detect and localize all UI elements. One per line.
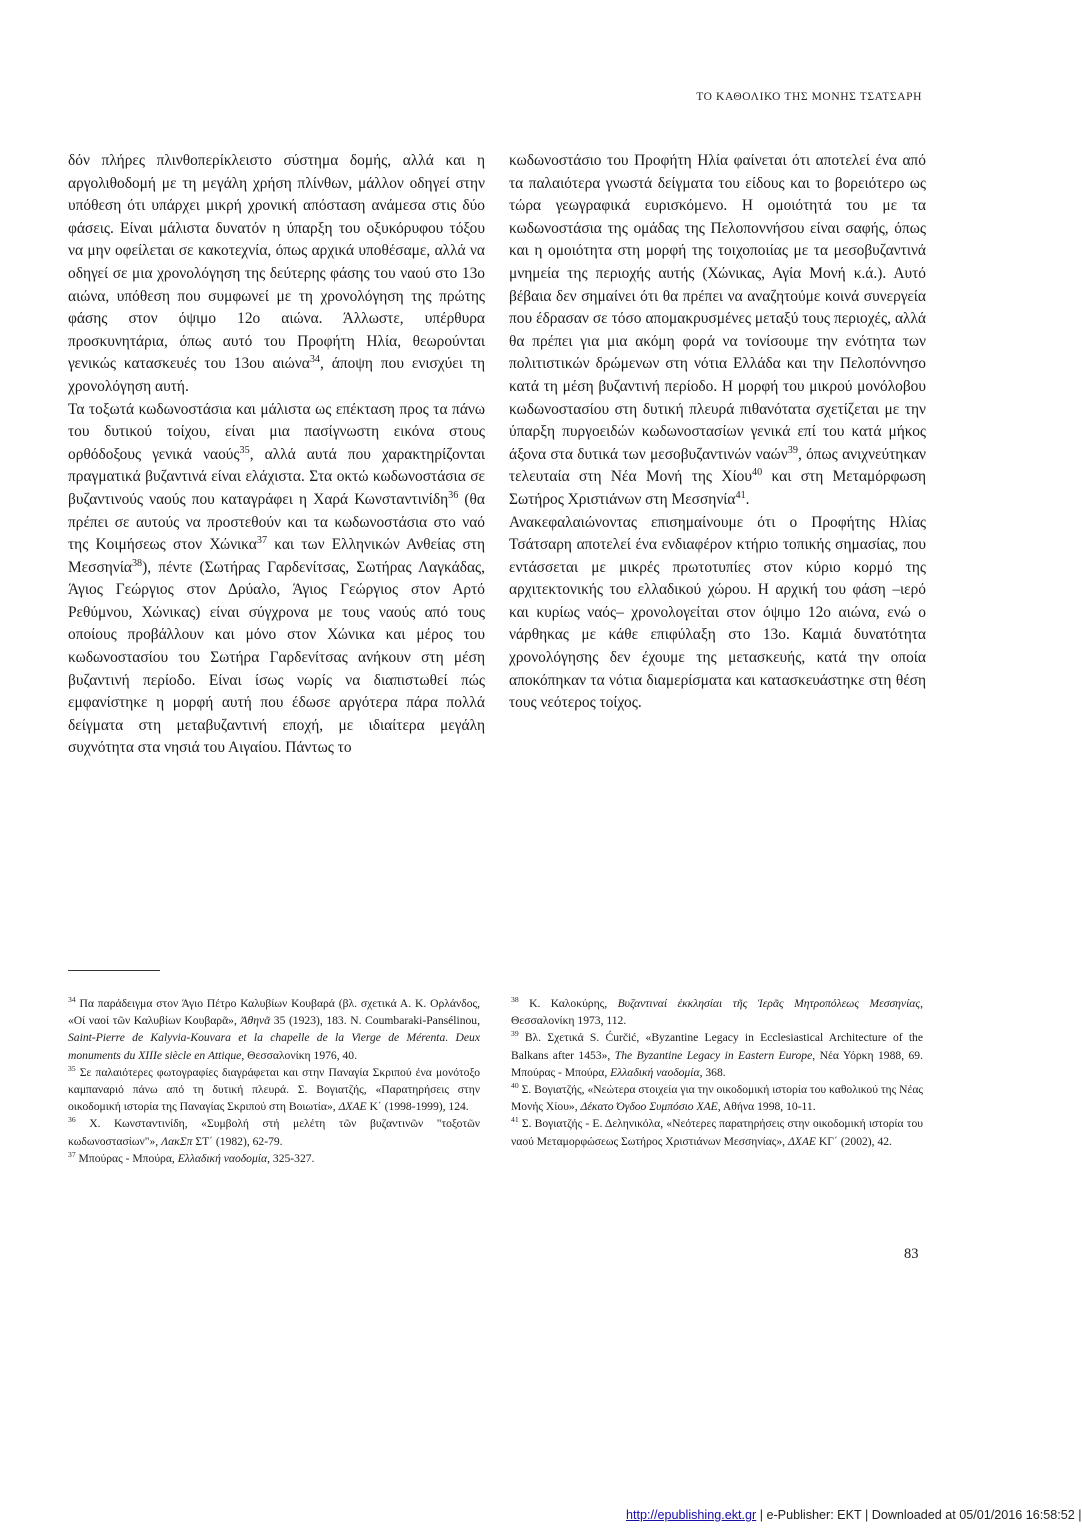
footnote-36: $^{36}$ Χ. Κωνσταντινίδη, «Συμβολή στή μελέτη τῶν βυζαντινῶν "τοξοτῶν κωδωνοστασίων"», ΛακΣπ ΣΤ΄ (1982), 62-79. xyxy=(68,1115,480,1148)
footnote-40: $^{40}$ Σ. Βογιατζής, «Νεώτερα στοιχεία για την οικοδομική ιστορία του καθολικού της Νέας Μονής Χίου», Δέκατο Όγδοο Συμπόσιο ΧΑΕ, Αθήνα 1998, 10-11. xyxy=(511,1081,923,1114)
footnote-ref[interactable]: 34 xyxy=(309,354,320,366)
footnote-38: $^{38}$ Κ. Καλοκύρης, Βυζαντιναί ἐκκλησίαι τῆς Ἱερᾶς Μητροπόλεως Μεσσηνίας, Θεσσαλονίκη 1973, 112. xyxy=(511,995,923,1028)
running-head: ΤΟ ΚΑΘΟΛΙΚΟ ΤΗΣ ΜΟΝΗΣ ΤΣΑΤΣΑΡΗ xyxy=(696,91,922,103)
footnote-ref[interactable]: 40 xyxy=(751,467,763,479)
footnote-34: $^{34}$ Πα παράδειγμα στον Άγιο Πέτρο Καλυβίων Κουβαρά (βλ. σχετικά Α. Κ. Ορλάνδος, «Οί ναοί τῶν Καλυβίων Κουβαρᾶ», Ἀθηνᾶ 35 (1923), 183. N. Coumbaraki-Pansélinou, Saint-Pierre de Kalyvia-Kouvara et la chapelle de la Vierge de Mérenta. Deux monuments du XIIIe siècle en Attique, Θεσσαλονίκη 1976, 40. xyxy=(68,995,480,1062)
page-number: 83 xyxy=(904,1246,919,1262)
footnote-35: $^{35}$ Σε παλαιότερες φωτογραφίες διαγράφεται και στην Παναγία Σκριπού ένα μονότοξο καμπαναριό πάνω από τη δυτική πλευρά. Σ. Βογιατζής, «Παρατηρήσεις στην οικοδομική ιστορία της Παναγίας Σκριπού στη Βοιωτία», ΔΧΑΕ Κ΄ (1998-1999), 124. xyxy=(68,1063,480,1114)
footnotes-right xyxy=(511,995,923,1150)
body-column-left xyxy=(68,150,485,760)
paragraph: κωδωνοστάσιο του Προφήτη Ηλία φαίνεται ότι αποτελεί ένα από τα παλαιότερα γνωστά δείγματα του είδους και το βορειότερο ως τώρα γεωγραφικά ευρισκόμενο. Η ομοιότητά του με τα κωδωνοστάσια της ομάδας της Πελοποννήσου είναι σαφής, όπως και η ομοιότητα στη μορφή της τοιχοποιίας με τα μεσοβυζαντινά μνημεία της περιοχής αυτής (Χώνικας, Αγία Μονή κ.ά.). Αυτό βέβαια δεν σημαίνει ότι θα πρέπει να αναζητούμε κοινά συνεργεία που έδρασαν σε τόσο απομακρυσμένες μεταξύ τους περιοχές, αλλά θα πρέπει για μια ακόμη φορά να τονίσουμε την ενότητα των πολιτιστικών δρώμενων στη νότια Ελλάδα και την Πελοπόννησο κατά τη μέση βυζαντινή περίοδο. Η μορφή του μικρού μονόλοβου κωδωνοστασίου στη δυτική πλευρά πιθανότατα σχετίζεται με την ύπαρξη πυργοειδών κωδωνοστασίων γενικά επί του κατά μήκος άξονα στα δυτικά των μεσοβυζαντινών ναών$^{39}$, όπως ανιχνεύτηκαν τελευταία στη Νέα Μονή της Χίου$^{40}$ και στη Μεταμόρφωση Σωτήρος Χριστιάνων στη Μεσσηνία$^{41}$. xyxy=(509,152,927,508)
download-footer: http://epublishing.ekt.gr | e-Publisher: EKT | Downloaded at 05/01/2016 16:58:52 | xyxy=(626,1508,1082,1522)
footnote-41: $^{41}$ Σ. Βογιατζής - Ε. Δεληνικόλα, «Νεότερες παρατηρήσεις στην οικοδομική ιστορία του ναού Μεταμορφώσεως Σωτήρος Χριστιάνων Μεσσηνίας», ΔΧΑΕ ΚΓ΄ (2002), 42. xyxy=(511,1115,923,1148)
footnote-ref[interactable]: 39 xyxy=(787,444,798,456)
epublishing-link[interactable]: http://epublishing.ekt.gr xyxy=(626,1508,757,1522)
paragraph: δόν πλήρες πλινθοπερίκλειστο σύστημα δομής, αλλά και η αργολιθοδομή με τη μεγάλη χρήση πλίνθων, μάλλον οδηγεί στην υπόθεση ότι υπάρχει μικρή χρονική απόσταση ανάμεσα στις δύο φάσεις. Είναι μάλιστα δυνατόν η ύπαρξη του οξυκόρυφου τόξου να μην οφείλεται σε κακοτεχνία, όπως αρχικά υποθέσαμε, αλλά να οδηγεί σε μια χρονολόγηση της δεύτερης φάσης του ναού στο 13ο αιώνα, υπόθεση που συμφωνεί με τη χρονολόγηση της πρώτης φάσης στον όψιμο 12ο αιώνα. Άλλωστε, υπέρθυρα προσκυνητάρια, όπως αυτό του Προφήτη Ηλία, θεωρούνται γενικώς κατασκευές του 13ου αιώνα$^{34}$, άποψη που ενισχύει τη χρονολόγηση αυτή. xyxy=(68,152,485,395)
footnotes-left xyxy=(68,995,480,1167)
footnote-ref[interactable]: 37 xyxy=(256,534,268,546)
footnote-37: $^{37}$ Μπούρας - Μπούρα, Ελλαδική ναοδομία, 325-327. xyxy=(68,1149,315,1165)
body-column-right xyxy=(509,150,926,715)
paragraph: Ανακεφαλαιώνοντας επισημαίνουμε ότι ο Προφήτης Ηλίας Τσάτσαρη αποτελεί ένα ενδιαφέρον κτήριο τοπικής σημασίας, που εντάσσεται με μικρές πρωτοτυπίες στον κύριο κορμό της αρχιτεκτονικής του ελλαδικού χώρου. Η αρχική του φάση –ιερό και κυρίως ναός– χρονολογείται στον όψιμο 12ο αιώνα, ενώ ο νάρθηκας με κάθε επιφύλαξη στο 13ο. Καμιά δυνατότητα χρονολόγησης δεν έχουμε της μετασκευής, κατά την οποία αποκόπηκαν τα νότια διαμερίσματα και κατασκευάστηκε στη θέση τους νεότερος τοίχος. xyxy=(509,513,926,712)
paragraph: Τα τοξωτά κωδωνοστάσια και μάλιστα ως επέκταση προς τα πάνω του δυτικού τοίχου, είναι μια πασίγνωστη εικόνα στους ορθόδοξους γενικά ναούς$^{35}$, αλλά αυτά που χαρακτηρίζονται πραγματικά βυζαντινά είναι ελάχιστα. Στα οκτώ κωδωνοστάσια σε βυζαντινούς ναούς που καταγράφει η Χαρά Κωνσταντινίδη$^{36}$ (θα πρέπει σε αυτούς να προστεθούν και τα κωδωνοστάσια στο ναό της Κοιμήσεως στον Χώνικα$^{37}$ και των Ελληνικών Ανθείας στη Μεσσηνία$^{38}$), πέντε (Σωτήρας Γαρδενίτσας, Σωτήρας Λαγκάδας, Άγιος Γεώργιος στον Δρύαλο, Άγιος Γεώργιος στον Αρτό Ρεθύμνου, Χώνικας) είναι σύγχρονα με τους ναούς από τους οποίους προβάλλουν και μόνο στον Χώνικα και μέρος του κωδωνοστασίου του Σωτήρα Γαρδενίτσας ανήκουν στη μέση βυζαντινή περίοδο. Είναι ίσως νωρίς να διαπιστωθεί πώς εμφανίστηκε η μορφή αυτή που έδωσε αργότερα πάρα πολλά δείγματα στη μεταβυζαντινή εποχή, με ιδιαίτερα μεγάλη συχνότητα στα νησιά του Αιγαίου. Πάντως το xyxy=(68,400,485,757)
footnote-ref[interactable]: 38 xyxy=(131,557,143,569)
footnote-ref[interactable]: 35 xyxy=(239,444,250,456)
footnote-separator xyxy=(68,970,160,971)
footnote-ref[interactable]: 36 xyxy=(448,489,459,501)
footnote-ref[interactable]: 41 xyxy=(735,489,746,501)
footnote-39: $^{39}$ Βλ. Σχετικά S. Ćurčić, «Byzantine Legacy in Ecclesiastical Architecture of the Balkans after 1453», The Byzantine Legacy in Eastern Europe, Νέα Υόρκη 1988, 69. Μπούρας - Μπούρα, Ελλαδική ναοδομία, 368. xyxy=(511,1029,924,1079)
